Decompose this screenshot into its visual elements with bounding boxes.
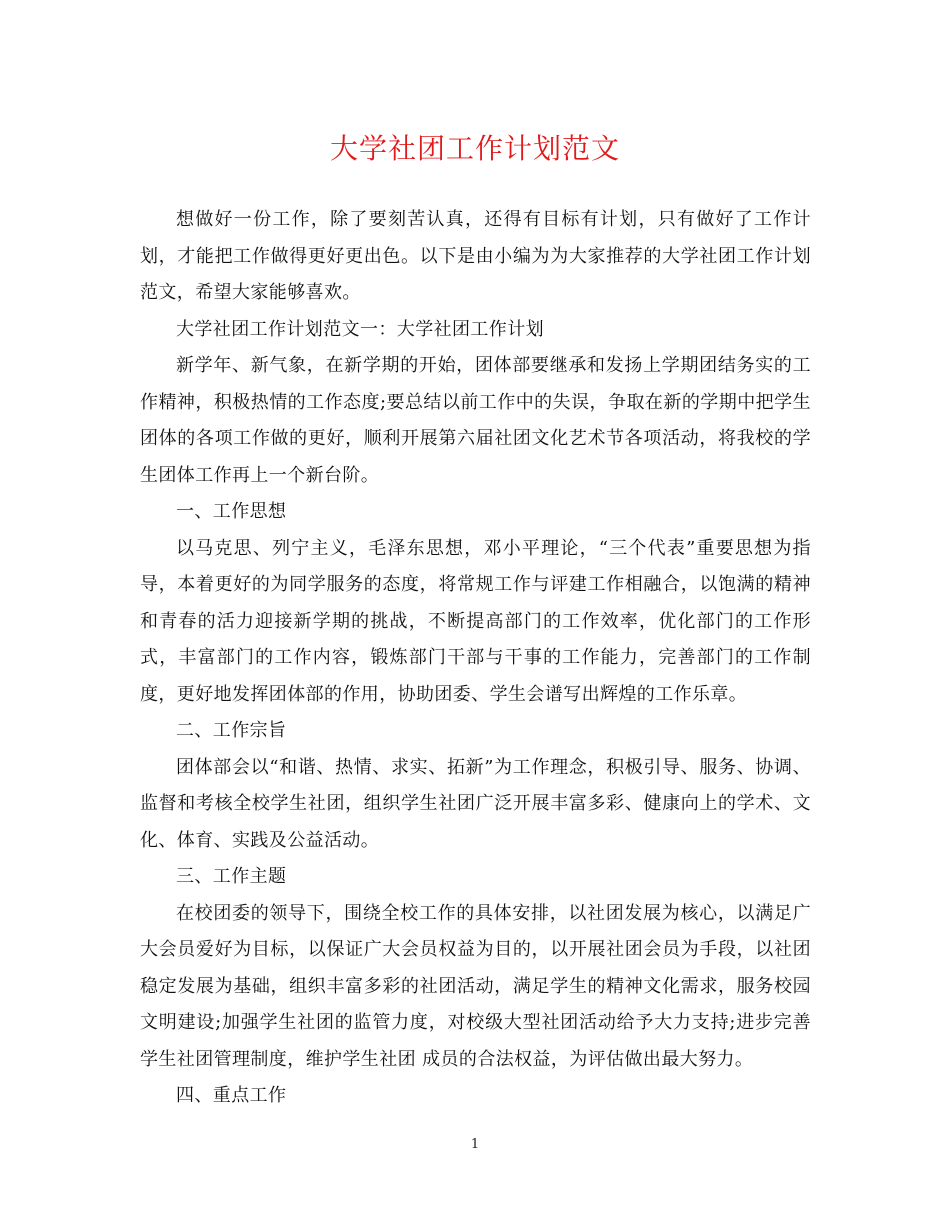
section-title-sample-one: 大学社团工作计划范文一：大学社团工作计划 bbox=[176, 318, 544, 340]
page-number: 1 bbox=[470, 1137, 480, 1152]
heading-work-ideology: 一、工作思想 bbox=[176, 501, 287, 522]
intro-paragraph: 想做好一份工作，除了要刻苦认真，还得有目标有计划，只有做好了工作计划，才能把工作做得更好更出色。以下是由小编为为大家推荐的大学社团工作计划范文，希望大家能够喜欢。 bbox=[140, 209, 811, 303]
document-body bbox=[140, 202, 811, 1115]
document-title: 大学社团工作计划范文 bbox=[329, 132, 620, 165]
heading-work-purpose: 二、工作宗旨 bbox=[176, 720, 287, 741]
heading-key-work: 四、重点工作 bbox=[176, 1085, 287, 1106]
heading-work-theme: 三、工作主题 bbox=[176, 866, 287, 887]
work-ideology-paragraph: 以马克思、列宁主义，毛泽东思想，邓小平理论，“三个代表”重要思想为指导，本着更好的为同学服务的态度，将常规工作与评建工作相融合，以饱满的精神和青春的活力迎接新学期的挑战，不断提高部门的工作效率，优化部门的工作形式，丰富部门的工作内容，锻炼部门干部与干事的工作能力，完善部门的工作制度，更好地发挥团体部的作用，协助团委、学生会谱写出辉煌的工作乐章。 bbox=[140, 537, 811, 705]
work-purpose-paragraph: 团体部会以“和谐、热情、求实、拓新”为工作理念，积极引导、服务、协调、监督和考核全校学生社团，组织学生社团广泛开展丰富多彩、健康向上的学术、文化、体育、实践及公益活动。 bbox=[140, 756, 811, 851]
opening-paragraph: 新学年、新气象，在新学期的开始，团体部要继承和发扬上学期团结务实的工作精神，积极热情的工作态度;要总结以前工作中的失误，争取在新的学期中把学生团体的各项工作做的更好，顺利开展第六届社团文化艺术节各项活动，将我校的学生团体工作再上一个新台阶。 bbox=[140, 355, 811, 486]
work-theme-paragraph: 在校团委的领导下，围绕全校工作的具体安排，以社团发展为核心，以满足广大会员爱好为目标，以保证广大会员权益为目的，以开展社团会员为手段，以社团稳定发展为基础，组织丰富多彩的社团活动，满足学生的精神文化需求，服务校园文明建设;加强学生社团的监管力度，对校级大型社团活动给予大力支持;进步完善学生社团管理制度，维护学生社团 成员的合法权益，为评估做出最大努力。 bbox=[140, 902, 811, 1070]
